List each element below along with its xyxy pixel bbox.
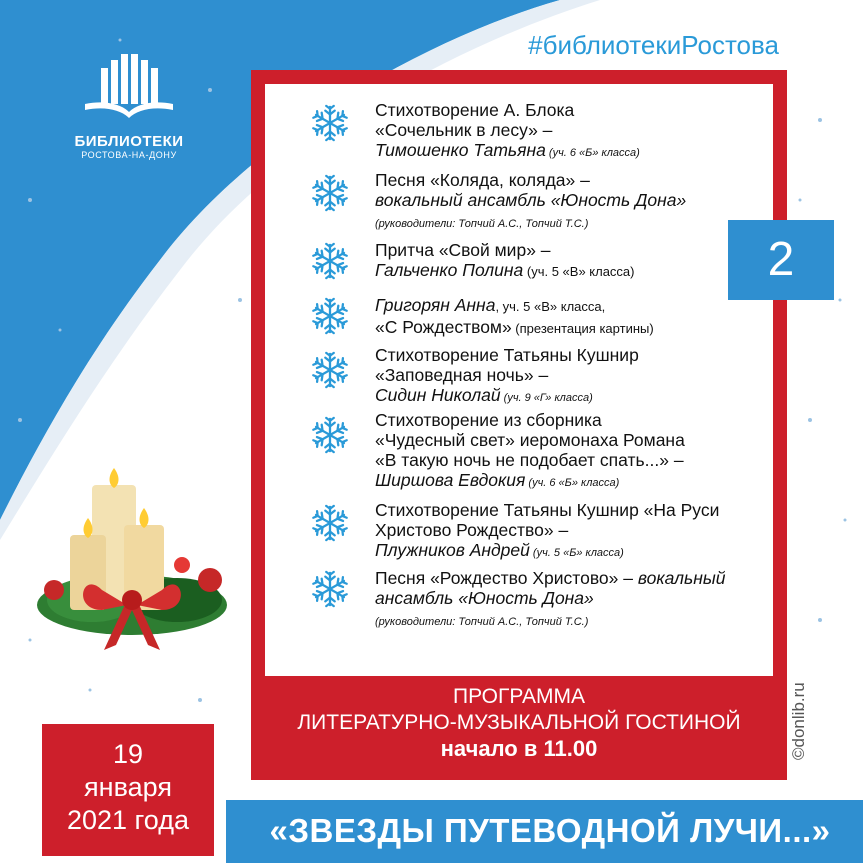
date-year: 2021 года (66, 805, 189, 835)
item-line: «Заповедная ночь» – (375, 365, 549, 385)
date-day: 19 (112, 739, 144, 769)
date-box (42, 724, 214, 856)
item-note: (руководители: Топчий А.С., Топчий Т.С.) (375, 616, 589, 628)
logo-title: БИБЛИОТЕКИ (74, 133, 184, 150)
event-title: «ЗВЕЗДЫ ПУТЕВОДНОЙ ЛУЧИ...» (269, 812, 831, 849)
program-heading-line: ПРОГРАММА (453, 685, 585, 708)
snowflake-icon (311, 570, 349, 608)
item-line: Стихотворение А. Блока (375, 100, 575, 120)
program-heading-line: ЛИТЕРАТУРНО-МУЗЫКАЛЬНОЙ ГОСТИНОЙ (297, 711, 741, 734)
item-line: Притча «Свой мир» – (375, 240, 551, 260)
item-line: «В такую ночь не подобает спать...» – (375, 450, 684, 470)
item-line: Стихотворение из сборника (375, 410, 602, 430)
program-heading (251, 684, 787, 762)
start-time: начало в 11.00 (440, 736, 598, 761)
item-line: «С Рождеством» (презентация картины) (375, 317, 654, 337)
item-line: «Чудесный свет» иеромонаха Романа (375, 430, 685, 450)
page-number-badge: 2 (728, 220, 834, 300)
item-performer: Ширшова Евдокия (уч. 6 «Б» класса) (375, 470, 620, 490)
snowflake-icon (311, 416, 349, 454)
book-logo-icon (81, 54, 177, 126)
hashtag-text: #библиотекиРостова (528, 30, 779, 60)
item-performer: Плужников Андрей (уч. 5 «Б» класса) (375, 540, 624, 560)
christmas-candles-wreath-image (32, 440, 232, 660)
snowflake-icon (311, 104, 349, 142)
snowflake-icon (311, 242, 349, 280)
item-line: Стихотворение Татьяны Кушнир «На Руси (375, 500, 720, 520)
item-line: Песня «Коляда, коляда» – (375, 170, 590, 190)
snowflake-icon (311, 297, 349, 335)
library-logo (64, 54, 194, 160)
snowflake-icon (311, 351, 349, 389)
item-performer: Сидин Николай (уч. 9 «Г» класса) (375, 385, 593, 405)
item-performer: Гальченко Полина (уч. 5 «В» класса) (375, 260, 635, 280)
item-performer: Тимошенко Татьяна (уч. 6 «Б» класса) (375, 140, 640, 160)
item-performer: ансамбль «Юность Дона» (375, 588, 594, 608)
date-month: января (84, 772, 172, 802)
snowflake-icon (311, 504, 349, 542)
copyright-text: ©donlib.ru (789, 682, 808, 760)
item-note: (руководители: Топчий А.С., Топчий Т.С.) (375, 218, 589, 230)
item-line: Стихотворение Татьяны Кушнир (375, 345, 639, 365)
item-line: Песня «Рождество Христово» – вокальный (375, 568, 726, 588)
logo-subtitle: РОСТОВА-НА-ДОНУ (81, 150, 177, 160)
item-line: Христово Рождество» – (375, 520, 569, 540)
item-performer: вокальный ансамбль «Юность Дона» (375, 190, 687, 210)
snowflake-icon (311, 174, 349, 212)
item-performer: Григорян Анна, уч. 5 «В» класса, (375, 295, 606, 315)
item-line: «Сочельник в лесу» – (375, 120, 553, 140)
